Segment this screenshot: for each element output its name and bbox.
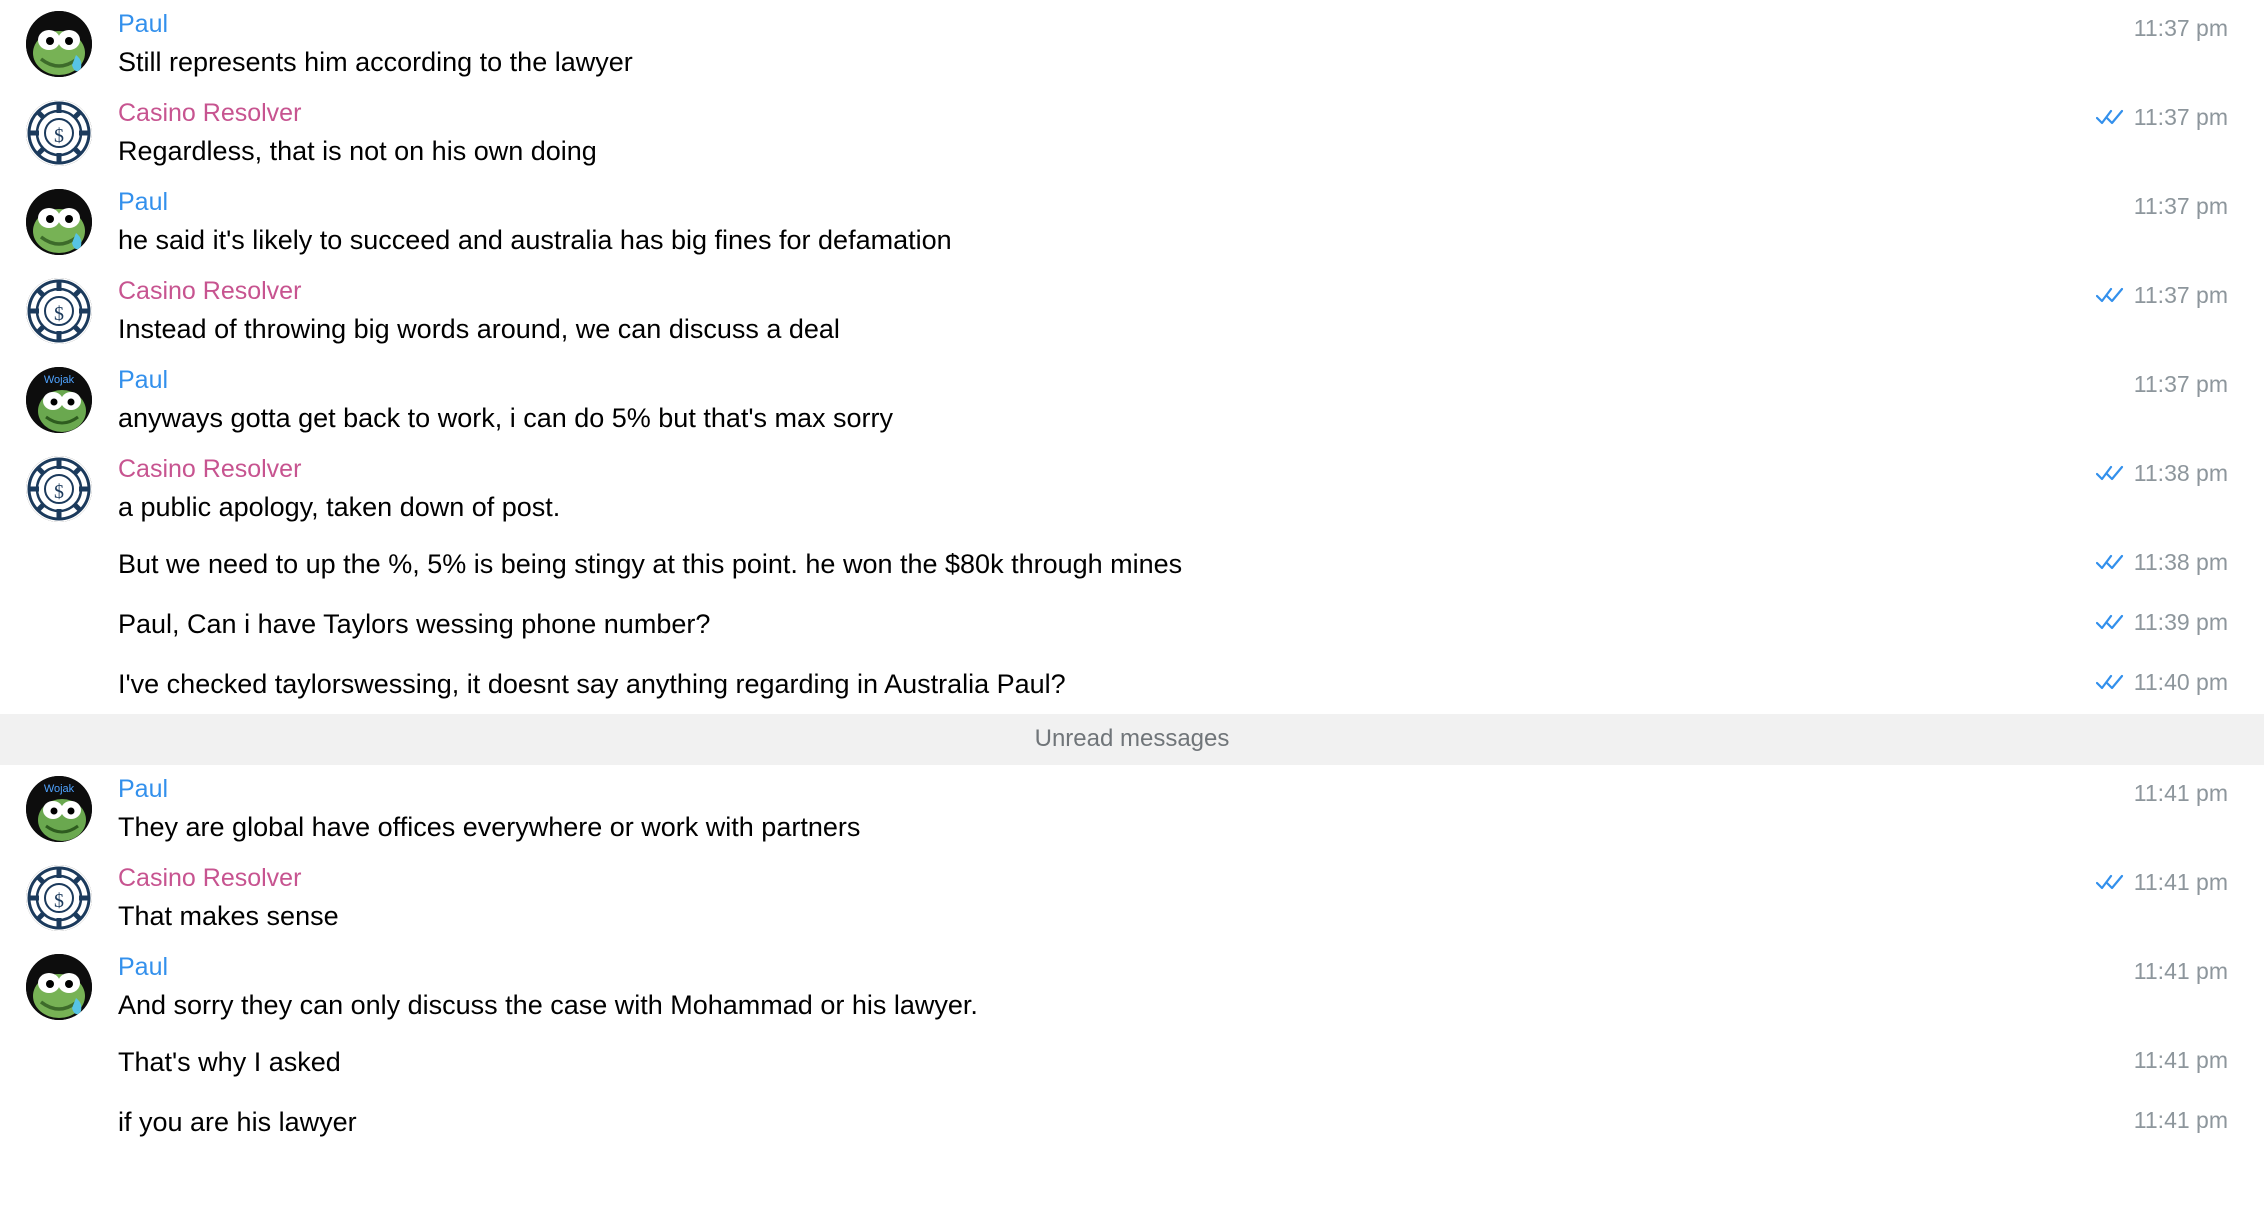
svg-text:$: $ [54, 890, 64, 912]
message-text: Still represents him according to the lawyer [118, 47, 633, 77]
message-row[interactable] [0, 854, 2264, 943]
message-meta [2096, 868, 2228, 896]
message-row[interactable] [0, 765, 2264, 854]
message-text: I've checked taylorswessing, it doesnt say anything regarding in Australia Paul? [118, 669, 1066, 699]
avatar-cell [0, 9, 118, 77]
avatar-cell [0, 454, 118, 522]
avatar-cell [0, 98, 118, 166]
message-row[interactable] [0, 178, 2264, 267]
message-meta [2134, 192, 2228, 220]
double-check-icon [2096, 108, 2124, 126]
svg-text:Wojak: Wojak [43, 374, 75, 386]
message-timestamp: 11:37 pm [2133, 282, 2228, 308]
svg-text:$: $ [54, 125, 64, 147]
message-text: he said it's likely to succeed and australia has big fines for defamation [118, 225, 952, 255]
avatar-cell [0, 606, 118, 608]
message-body [118, 187, 2264, 258]
message-body [118, 454, 2264, 525]
message-body [118, 1044, 2264, 1080]
message-meta [2096, 103, 2228, 131]
message-body [118, 774, 2264, 845]
message-meta [2134, 1046, 2228, 1074]
message-sender-name[interactable]: Paul [118, 953, 169, 981]
message-timestamp: 11:37 pm [2133, 104, 2228, 130]
message-timestamp: 11:38 pm [2133, 549, 2228, 575]
avatar-cell [0, 365, 118, 433]
message-text: That makes sense [118, 901, 339, 931]
avatar-cell [0, 1044, 118, 1046]
message-text: And sorry they can only discuss the case with Mohammad or his lawyer. [118, 990, 978, 1020]
message-row[interactable] [0, 594, 2264, 654]
message-sender-name[interactable]: Paul [118, 366, 169, 394]
double-check-icon [2096, 873, 2124, 891]
message-timestamp: 11:37 pm [2133, 371, 2228, 397]
message-sender-name[interactable]: Casino Resolver [118, 277, 302, 305]
message-row[interactable] [0, 943, 2264, 1032]
message-meta [2134, 370, 2228, 398]
message-body [118, 666, 2264, 702]
messages-after-unread [0, 765, 2264, 1152]
avatar-cell [0, 952, 118, 1020]
message-timestamp: 11:39 pm [2133, 609, 2228, 635]
message-timestamp: 11:41 pm [2133, 1107, 2228, 1133]
message-meta [2134, 957, 2228, 985]
avatar[interactable] [26, 278, 92, 344]
message-text: Instead of throwing big words around, we can discuss a deal [118, 314, 840, 344]
avatar-cell [0, 187, 118, 255]
message-meta [2134, 779, 2228, 807]
message-text: Paul, Can i have Taylors wessing phone number? [118, 609, 711, 639]
avatar[interactable] [26, 954, 92, 1020]
message-timestamp: 11:37 pm [2133, 193, 2228, 219]
message-timestamp: 11:41 pm [2133, 869, 2228, 895]
avatar[interactable] [26, 189, 92, 255]
avatar-cell [0, 276, 118, 344]
message-body [118, 863, 2264, 934]
svg-text:$: $ [54, 481, 64, 503]
double-check-icon [2096, 673, 2124, 691]
message-sender-name[interactable]: Paul [118, 775, 169, 803]
message-row[interactable] [0, 89, 2264, 178]
avatar-cell [0, 1104, 118, 1106]
message-sender-name[interactable]: Casino Resolver [118, 864, 302, 892]
message-timestamp: 11:37 pm [2133, 15, 2228, 41]
avatar[interactable] [26, 11, 92, 77]
message-body [118, 9, 2264, 80]
svg-text:Wojak: Wojak [43, 783, 75, 795]
message-text: if you are his lawyer [118, 1107, 357, 1137]
message-body [118, 1104, 2264, 1140]
message-sender-name[interactable]: Casino Resolver [118, 455, 302, 483]
double-check-icon [2096, 286, 2124, 304]
avatar[interactable] [26, 100, 92, 166]
message-body [118, 98, 2264, 169]
unread-divider-label: Unread messages [1034, 725, 1230, 752]
message-row[interactable] [0, 1092, 2264, 1152]
message-text: That's why I asked [118, 1047, 341, 1077]
avatar-cell [0, 863, 118, 931]
unread-messages-divider [0, 714, 2264, 765]
message-body [118, 276, 2264, 347]
svg-text:$: $ [54, 303, 64, 325]
message-sender-name[interactable]: Paul [118, 10, 169, 38]
message-row[interactable] [0, 356, 2264, 445]
avatar-cell [0, 666, 118, 668]
message-row[interactable] [0, 0, 2264, 89]
avatar[interactable] [26, 367, 92, 433]
message-text: But we need to up the %, 5% is being stingy at this point. he won the $80k through mines [118, 549, 1183, 579]
double-check-icon [2096, 613, 2124, 631]
message-meta [2134, 1106, 2228, 1134]
message-meta [2096, 608, 2228, 636]
message-row[interactable] [0, 534, 2264, 594]
message-text: They are global have offices everywhere or work with partners [118, 812, 861, 842]
message-sender-name[interactable]: Paul [118, 188, 169, 216]
message-row[interactable] [0, 267, 2264, 356]
message-timestamp: 11:38 pm [2133, 460, 2228, 486]
message-meta [2096, 459, 2228, 487]
message-timestamp: 11:41 pm [2133, 958, 2228, 984]
double-check-icon [2096, 553, 2124, 571]
avatar[interactable] [26, 776, 92, 842]
message-sender-name[interactable]: Casino Resolver [118, 99, 302, 127]
avatar[interactable] [26, 865, 92, 931]
avatar-cell [0, 546, 118, 548]
message-body [118, 606, 2264, 642]
message-timestamp: 11:41 pm [2133, 780, 2228, 806]
message-body [118, 952, 2264, 1023]
message-row[interactable] [0, 445, 2264, 534]
message-meta [2096, 548, 2228, 576]
double-check-icon [2096, 464, 2124, 482]
avatar[interactable] [26, 456, 92, 522]
message-text: anyways gotta get back to work, i can do 5% but that's max sorry [118, 403, 894, 433]
message-text: a public apology, taken down of post. [118, 492, 561, 522]
message-timestamp: 11:40 pm [2133, 669, 2228, 695]
message-text: Regardless, that is not on his own doing [118, 136, 597, 166]
message-row[interactable] [0, 654, 2264, 714]
message-meta [2096, 281, 2228, 309]
message-meta [2134, 14, 2228, 42]
message-body [118, 365, 2264, 436]
avatar-cell [0, 774, 118, 842]
message-row[interactable] [0, 1032, 2264, 1092]
message-body [118, 546, 2264, 582]
message-meta [2096, 668, 2228, 696]
message-timestamp: 11:41 pm [2133, 1047, 2228, 1073]
